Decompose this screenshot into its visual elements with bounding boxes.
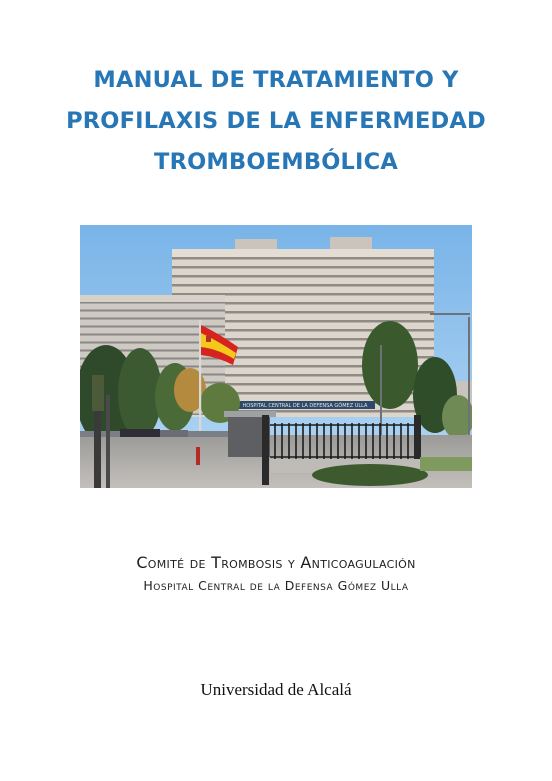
publisher-name: Universidad de Alcalá [200, 680, 352, 699]
book-title [0, 60, 552, 183]
title-line-2: PROFILAXIS DE LA ENFERMEDAD [66, 108, 486, 134]
title-line-3: TROMBOEMBÓLICA [154, 149, 398, 175]
title-line-1: MANUAL DE TRATAMIENTO Y [93, 67, 459, 93]
committee-block [0, 551, 552, 597]
building-sign: HOSPITAL CENTRAL DE LA DEFENSA GÓMEZ ULLA [242, 403, 368, 409]
committee-name: Comité de Trombosis y Anticoagulación [136, 553, 416, 572]
hospital-name: Hospital Central de la Defensa Gómez Ulla [143, 578, 409, 593]
hospital-photo [80, 225, 472, 488]
